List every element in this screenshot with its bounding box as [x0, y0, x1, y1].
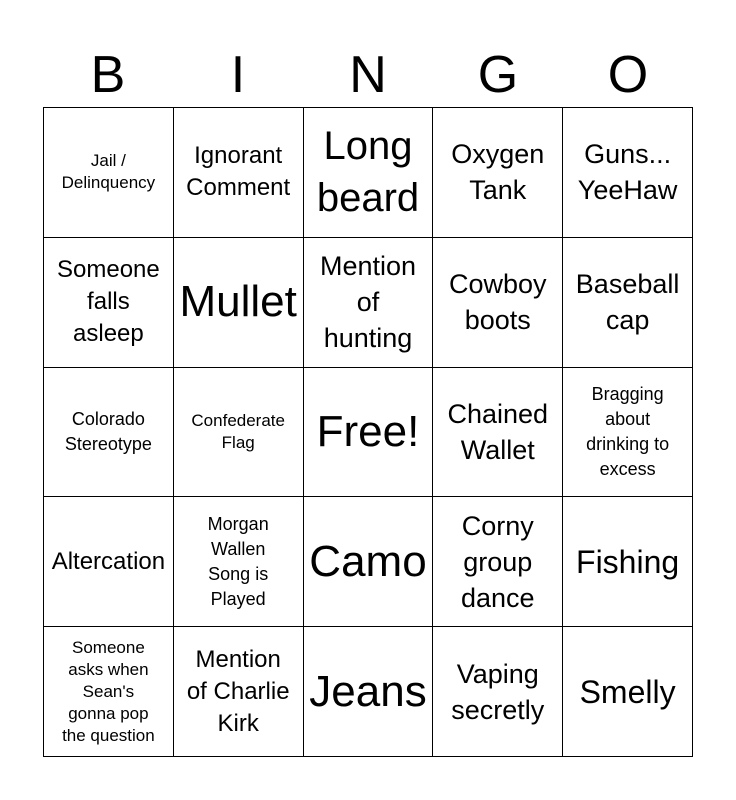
bingo-cell-r5c1[interactable] — [44, 627, 174, 757]
bingo-cell-r5c3[interactable] — [304, 627, 434, 757]
header-letter-i: I — [230, 46, 246, 104]
cell-label: Corny group dance — [461, 510, 535, 613]
bingo-cell-r4c1[interactable] — [44, 497, 174, 627]
cell-label: Mention of Charlie Kirk — [186, 645, 290, 737]
bingo-cell-r1c5[interactable] — [563, 108, 693, 238]
cell-label: Morgan Wallen Song is Played — [207, 513, 269, 609]
cell-label: Someone falls asleep — [57, 256, 160, 348]
bingo-header — [43, 46, 693, 104]
cell-label: Mention of hunting — [319, 251, 417, 354]
cell-label: Someone asks when Sean's gonna pop the question — [62, 637, 155, 745]
bingo-cell-r1c3[interactable] — [304, 108, 434, 238]
bingo-cell-free[interactable] — [304, 368, 434, 498]
cell-label: Confederate Flag — [191, 410, 285, 452]
bingo-cell-r3c4[interactable] — [433, 368, 563, 498]
cell-label: Long beard — [316, 124, 420, 221]
bingo-cell-r3c5[interactable] — [563, 368, 693, 498]
cell-label: Smelly — [579, 673, 676, 710]
bingo-board — [43, 107, 693, 757]
bingo-cell-r1c1[interactable] — [44, 108, 174, 238]
cell-label: Jail / Delinquency — [61, 151, 156, 193]
cell-label: Jeans — [309, 666, 427, 716]
cell-label: Camo — [309, 536, 427, 586]
header-letter-b: B — [90, 46, 126, 104]
bingo-cell-r4c3[interactable] — [304, 497, 434, 627]
cell-label: Colorado Stereotype — [64, 408, 152, 454]
bingo-cell-r4c2[interactable] — [174, 497, 304, 627]
bingo-cell-r5c2[interactable] — [174, 627, 304, 757]
bingo-cell-r1c4[interactable] — [433, 108, 563, 238]
cell-label: Oxygen Tank — [451, 139, 545, 206]
free-space-label: Free! — [316, 406, 420, 456]
bingo-cell-r2c5[interactable] — [563, 238, 693, 368]
bingo-cell-r2c4[interactable] — [433, 238, 563, 368]
bingo-cell-r5c5[interactable] — [563, 627, 693, 757]
bingo-cell-r2c2[interactable] — [174, 238, 304, 368]
header-letter-g: G — [477, 46, 519, 104]
bingo-cell-r4c4[interactable] — [433, 497, 563, 627]
bingo-cell-r2c1[interactable] — [44, 238, 174, 368]
cell-label: Guns... YeeHaw — [577, 139, 678, 206]
cell-label: Vaping secretly — [451, 658, 545, 725]
cell-label: Altercation — [51, 547, 166, 575]
cell-label: Cowboy boots — [449, 269, 547, 336]
cell-label: Bragging about drinking to excess — [586, 383, 670, 479]
bingo-cell-r2c3[interactable] — [304, 238, 434, 368]
header-letter-n: N — [349, 46, 387, 104]
bingo-cell-r1c2[interactable] — [174, 108, 304, 238]
cell-label: Mullet — [179, 277, 297, 327]
cell-label: Fishing — [576, 543, 680, 580]
bingo-cell-r4c5[interactable] — [563, 497, 693, 627]
bingo-cell-r3c1[interactable] — [44, 368, 174, 498]
cell-label: Baseball cap — [575, 269, 680, 336]
bingo-cell-r3c2[interactable] — [174, 368, 304, 498]
cell-label: Ignorant Comment — [186, 142, 291, 202]
bingo-cell-r5c4[interactable] — [433, 627, 563, 757]
header-letter-o: O — [607, 46, 649, 104]
cell-label: Chained Wallet — [447, 398, 549, 465]
